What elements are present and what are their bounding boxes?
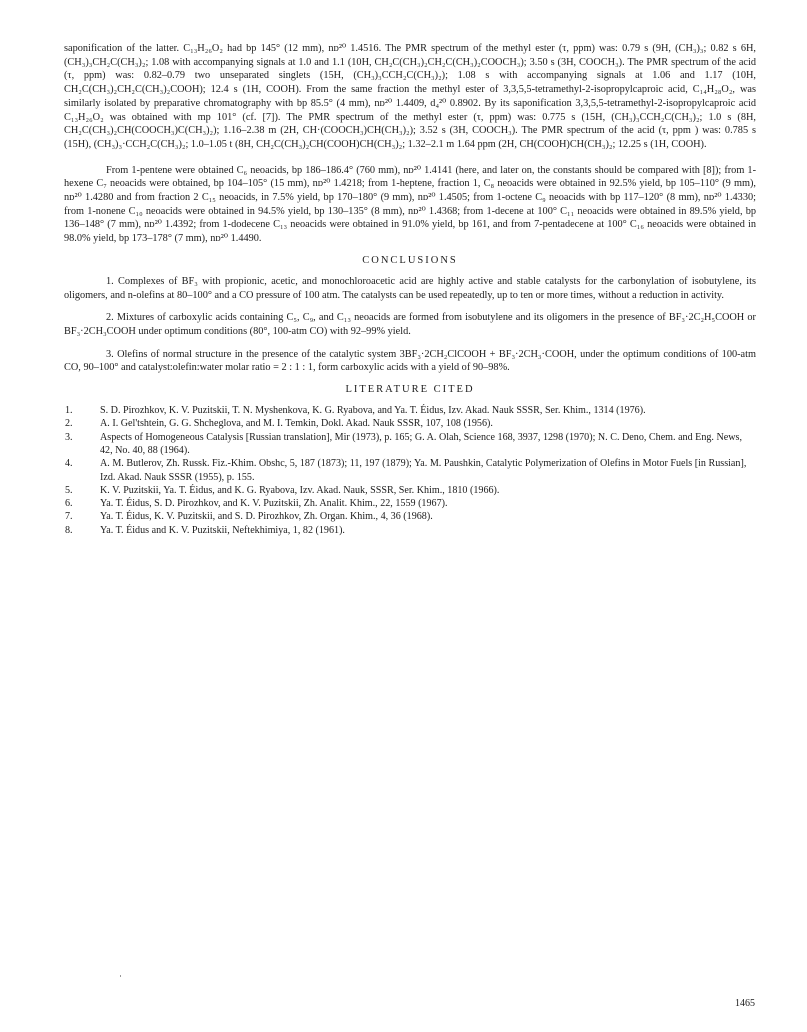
reference-number: 7. — [65, 511, 73, 523]
reference-text: S. D. Pirozhkov, K. V. Puzitskii, T. N. Myshenkova, K. G. Ryabova, and Ya. T. Éidus, Izv. Akad. Nauk SSSR, Ser. Khim., 1314 (1976). — [100, 405, 646, 417]
conclusion-1: 1. Complexes of BF₃ with propionic, acetic, and monochloroacetic acid are highly active and stable catalysts for the carbonylation of isobutylene, its oligomers, and n-olefins at 80–100° and a CO pressure of 100 atm. The catalysts can be used repeatedly, up to ten or more times, without a reduction in activity. — [64, 275, 756, 301]
experimental-paragraph-2: From 1-pentene were obtained C₆ neoacids, bp 186–186.4° (760 mm), nᴅ²⁰ 1.4141 (here, and later on, the constants should be compared with [8]); from 1-hexene C₇ neoacids were obtained, bp 104–105° (15 mm), nᴅ²⁰ 1.4218; from 1-heptene, fraction 1, C₈ neoacids were obtained in 92.5% yield, bp 105–110° (9 mm), nᴅ²⁰ 1.4280 and from fraction 2 C₁₅ neoacids, in 7.5% yield, bp 170–180° (9 mm), nᴅ²⁰ 1.4505; from 1-octene C₉ neoacids with bp 117–120° (8 mm), nᴅ²⁰ 1.4330; from 1-nonene C₁₀ neoacids were obtained in 94.5% yield, bp 130–135° (8 mm), nᴅ²⁰ 1.4368; from 1-decene at 100° C₁₁ neoacids were obtained in 89.5% yield, bp 136–148° (7 mm), nᴅ²⁰ 1.4392; from 1-dodecene C₁₃ neoacids were obtained in 91.0% yield, bp 161, and from 7-pentadecene at 100° C₁₆ neoacids were obtained in 98.0% yield, bp 173–178° (7 mm), nᴅ²⁰ 1.4490. — [64, 164, 756, 245]
reference-number: 6. — [65, 498, 73, 510]
reference-number: 2. — [65, 418, 73, 430]
reference-number: 3. — [65, 431, 73, 443]
reference-number: 5. — [65, 484, 73, 496]
reference-number: 1. — [65, 405, 73, 417]
reference-list — [64, 404, 756, 537]
conclusion-3: 3. Olefins of normal structure in the presence of the catalytic system 3BF₃·2CH₂ClCOOH + BF₃·2CH₃·COOH, under the optimum conditions of 100-atm CO, 90–100° and catalyst:olefin:water molar ratio = 2 : 1 : 1, form carboxylic acids with a yield of 90–98%. — [64, 348, 756, 374]
reference-text: A. I. Gel'tshtein, G. G. Shcheglova, and M. I. Temkin, Dokl. Akad. Nauk SSSR, 107, 108 (1956). — [100, 418, 493, 430]
reference-number: 8. — [65, 524, 73, 536]
conclusion-2: 2. Mixtures of carboxylic acids containing C₅, C₉, and C₁₃ neoacids are formed from isobutylene and its oligomers in the presence of BF₃·2C₂H₅COOH or BF₃·2CH₃COOH under optimum conditions (80°, 100-atm CO) with 92–99% yield. — [64, 312, 756, 337]
page-number: 1465 — [735, 998, 755, 1009]
reference-item — [64, 510, 756, 523]
scan-speck — [120, 975, 121, 977]
reference-item — [64, 431, 756, 458]
article-page — [64, 42, 756, 537]
reference-text: Aspects of Homogeneous Catalysis [Russian translation], Mir (1973), p. 165; G. A. Olah, Science 168, 3937, 1298 (1970); N. C. Deno, Chem. and Eng. News, 42, No. 40, 88 (1964). — [100, 431, 742, 456]
reference-item — [64, 497, 756, 510]
literature-heading: LITERATURE CITED — [345, 384, 475, 396]
reference-item — [64, 484, 756, 497]
reference-number: 4. — [65, 458, 73, 470]
experimental-paragraph-1: saponification of the latter. C₁₃H₂₆O₂ had bp 145° (12 mm), nᴅ²⁰ 1.4516. The PMR spectrum of the methyl ester (τ, ppm) was: 0.79 s (9H, (CH₃)₃; 0.82 s 6H, (CH₃)₃CH₂C(CH₃)₂; 1.08 with accompanying signals at 1.0 and 1.1 (10H, CH₂C(CH₃)₂CH₂C(CH₃)₂COOCH₃); 3.50 s (3H, COOCH₃). The PMR spectrum of the acid (τ, ppm) was: 0.82–0.79 two unseparated singlets (15H, (CH₃)₃CCH₂C(CH₃)₂); 1.08 s with accompanying signals at 1.06 and 1.17 (10H, CH₂C(CH₃)₂CH₂C(CH₃)₂COOH); 12.4 s (1H, COOH). From the same fraction the methyl ester of 3,3,5,5-tetramethyl-2-isopropylcaproic acid, C₁₄H₂₈O₂, was similarly isolated by preparative chromatography with bp 85.5° (4 mm), nᴅ²⁰ 1.4409, d₄²⁰ 0.8902. By its saponification 3,3,5,5-tetramethyl-2-isopropylcaproic acid C₁₃H₂₆O₂ was obtained with mp 101° (cf. [7]). The PMR spectrum of the methyl ester (τ, ppm) was: 0.775 s (15H, (CH₃)₃CCH₂C(CH₃)₂; 1.0 s (8H, CH₂C(CH₃)₂CH(COOCH₃)C(CH₃)₂); 1.16–2.38 m (2H, CH·(COOCH₃)CH(CH₃)₂); 3.52 s (3H, COOCH₃). The PMR spectrum of the acid (τ, ppm ) was: 0.785 s (15H), (CH₃)₃·CCH₂C(CH₃)₂; 1.0–1.05 t (8H, CH₂C(CH₃)₂CH(COOH)CH(CH₃)₂; 1.32–2.1 m 1.64 ppm (2H, CH(COOH)CH(CH₃)₂; 12.25 s (1H, COOH). — [64, 43, 756, 150]
reference-item — [64, 524, 756, 537]
reference-item — [64, 457, 756, 484]
conclusions-heading: CONCLUSIONS — [362, 254, 458, 266]
reference-text: A. M. Butlerov, Zh. Russk. Fiz.-Khim. Obshc, 5, 187 (1873); 11, 197 (1879); Ya. M. Paushkin, Catalytic Polymerization of Olefins in Motor Fuels [in Russian], Izd. Akad. Nauk SSSR (1955), p. 155. — [100, 458, 747, 483]
reference-text: Ya. T. Éidus, S. D. Pirozhkov, and K. V. Puzitskii, Zh. Analit. Khim., 22, 1559 (1967). — [100, 498, 448, 510]
reference-text: Ya. T. Éidus, K. V. Puzitskii, and S. D. Pirozhkov, Zh. Organ. Khim., 4, 36 (1968). — [100, 511, 433, 523]
reference-text: K. V. Puzitskii, Ya. T. Éidus, and K. G. Ryabova, Izv. Akad. Nauk, SSSR, Ser. Khim., 1810 (1966). — [100, 484, 500, 496]
reference-text: Ya. T. Éidus and K. V. Puzitskii, Neftekhimiya, 1, 82 (1961). — [100, 524, 345, 536]
reference-item — [64, 417, 756, 430]
reference-item — [64, 404, 756, 417]
